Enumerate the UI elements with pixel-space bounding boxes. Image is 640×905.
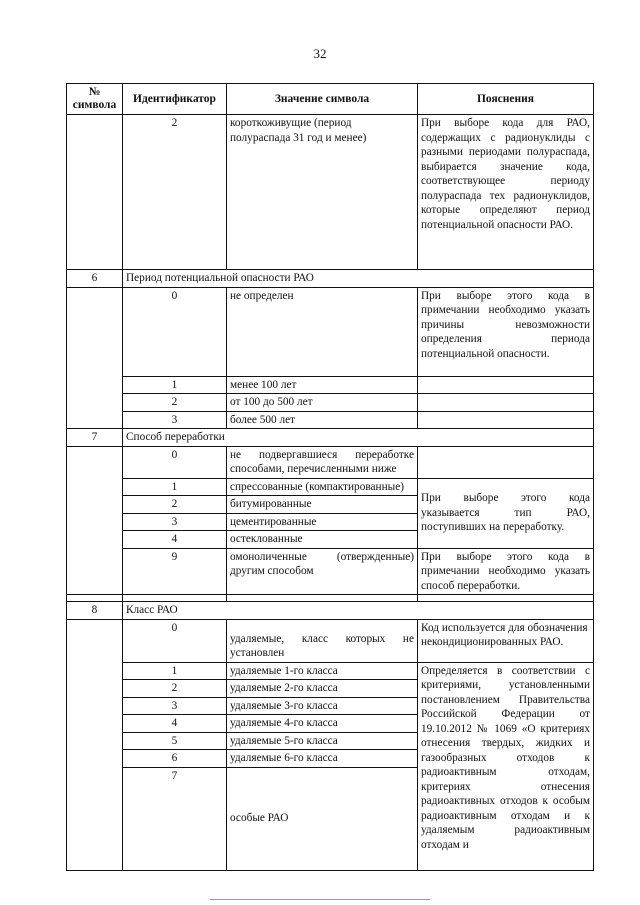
- table-row: [67, 548, 594, 595]
- spacer-row: [67, 595, 594, 602]
- value-cell: от 100 до 500 лет: [227, 394, 418, 412]
- value-cell: удаляемые 2-го класса: [227, 680, 418, 698]
- value-cell: цементированные: [227, 513, 418, 531]
- id-cell: 4: [123, 531, 227, 549]
- note-cell: [418, 376, 594, 394]
- table-row: [67, 662, 594, 680]
- table-row: [67, 411, 594, 429]
- value-cell: спрессованные (компактированные): [227, 478, 418, 496]
- page-bottom-divider: [210, 899, 430, 900]
- table-row: [67, 394, 594, 412]
- id-cell: 0: [123, 446, 227, 478]
- section-row-6: [67, 270, 594, 288]
- id-cell: 6: [123, 750, 227, 768]
- id-cell: 1: [123, 376, 227, 394]
- id-cell: 0: [123, 619, 227, 662]
- section-row-8: [67, 602, 594, 620]
- section-num: 6: [67, 270, 123, 288]
- id-cell: 0: [123, 287, 227, 376]
- value-cell: особые РАО: [227, 767, 418, 870]
- id-cell: 3: [123, 513, 227, 531]
- section-row-7: [67, 429, 594, 447]
- section-title: Класс РАО: [123, 602, 594, 620]
- table-row: [67, 619, 594, 662]
- id-cell: 1: [123, 478, 227, 496]
- table-row: [67, 446, 594, 478]
- note-cell: Код используется для обозначения некондиционированных РАО.: [418, 619, 594, 662]
- section-num: 7: [67, 429, 123, 447]
- value-cell: короткоживущие (период полураспада 31 год и менее): [227, 115, 418, 270]
- value-cell: удаляемые 6-го класса: [227, 750, 418, 768]
- id-cell: 5: [123, 732, 227, 750]
- value-cell: битумированные: [227, 496, 418, 514]
- note-cell: [418, 411, 594, 429]
- num-cell: [67, 287, 123, 429]
- value-cell: остеклованные: [227, 531, 418, 549]
- table-header-row: [67, 84, 594, 115]
- value-cell: не определен: [227, 287, 418, 376]
- section-title: Период потенциальной опасности РАО: [123, 270, 594, 288]
- page-number: 32: [313, 46, 327, 61]
- header-notes: Пояснения: [418, 84, 594, 115]
- num-cell: [67, 115, 123, 270]
- id-cell: 3: [123, 697, 227, 715]
- symbol-table: [66, 83, 594, 871]
- value-cell: удаляемые 4-го класса: [227, 715, 418, 733]
- num-cell: [67, 446, 123, 595]
- value-cell: омоноличенные (отвержденные) другим способом: [227, 548, 418, 595]
- value-cell: удаляемые 1-го класса: [227, 662, 418, 680]
- id-cell: 4: [123, 715, 227, 733]
- id-cell: 2: [123, 115, 227, 270]
- table-row: [67, 287, 594, 376]
- note-cell: При выборе этого кода в примечании необходимо указать способ переработки.: [418, 548, 594, 595]
- header-value: Значение символа: [227, 84, 418, 115]
- value-cell: удаляемые, класс которых не установлен: [227, 619, 418, 662]
- id-cell: 2: [123, 680, 227, 698]
- header-id: Идентификатор: [123, 84, 227, 115]
- table-row: [67, 115, 594, 270]
- value-cell: менее 100 лет: [227, 376, 418, 394]
- header-num: № символа: [67, 84, 123, 115]
- id-cell: 3: [123, 411, 227, 429]
- value-cell: не подвергавшиеся переработке способами, перечисленными ниже: [227, 446, 418, 478]
- id-cell: 2: [123, 496, 227, 514]
- value-cell: более 500 лет: [227, 411, 418, 429]
- note-cell: Определяется в соответствии с критериями, установленными постановлением Правительства Российской Федерации от 19.10.2012 № 1069 «О критериях отнесения твердых, жидких и газообразных отходов к радиоактивным отходам, критериях отнесения радиоактивных отходов к особым радиоактивным отходам и к удаляемым радиоактивным отходам и: [418, 662, 594, 870]
- section-num: 8: [67, 602, 123, 620]
- id-cell: 9: [123, 548, 227, 595]
- section-title: Способ переработки: [123, 429, 594, 447]
- note-cell: При выборе этого кода в примечании необходимо указать причины невозможности определения периода потенциальной опасности.: [418, 287, 594, 376]
- id-cell: 2: [123, 394, 227, 412]
- id-cell: 1: [123, 662, 227, 680]
- note-cell: [418, 446, 594, 478]
- note-cell: [418, 394, 594, 412]
- id-cell: 7: [123, 767, 227, 870]
- value-cell: удаляемые 3-го класса: [227, 697, 418, 715]
- table-row: [67, 376, 594, 394]
- table-row: [67, 478, 594, 496]
- note-cell: При выборе кода для РАО, содержащих с радионуклиды с разными периодами полураспада, выбирается значение кода, соответствующее периоду полураспада тех радионуклидов, которые определяют период потенциальной опасности РАО.: [418, 115, 594, 270]
- note-cell: При выборе этого кода указывается тип РАО, поступивших на переработку.: [418, 478, 594, 548]
- num-cell: [67, 619, 123, 870]
- value-cell: удаляемые 5-го класса: [227, 732, 418, 750]
